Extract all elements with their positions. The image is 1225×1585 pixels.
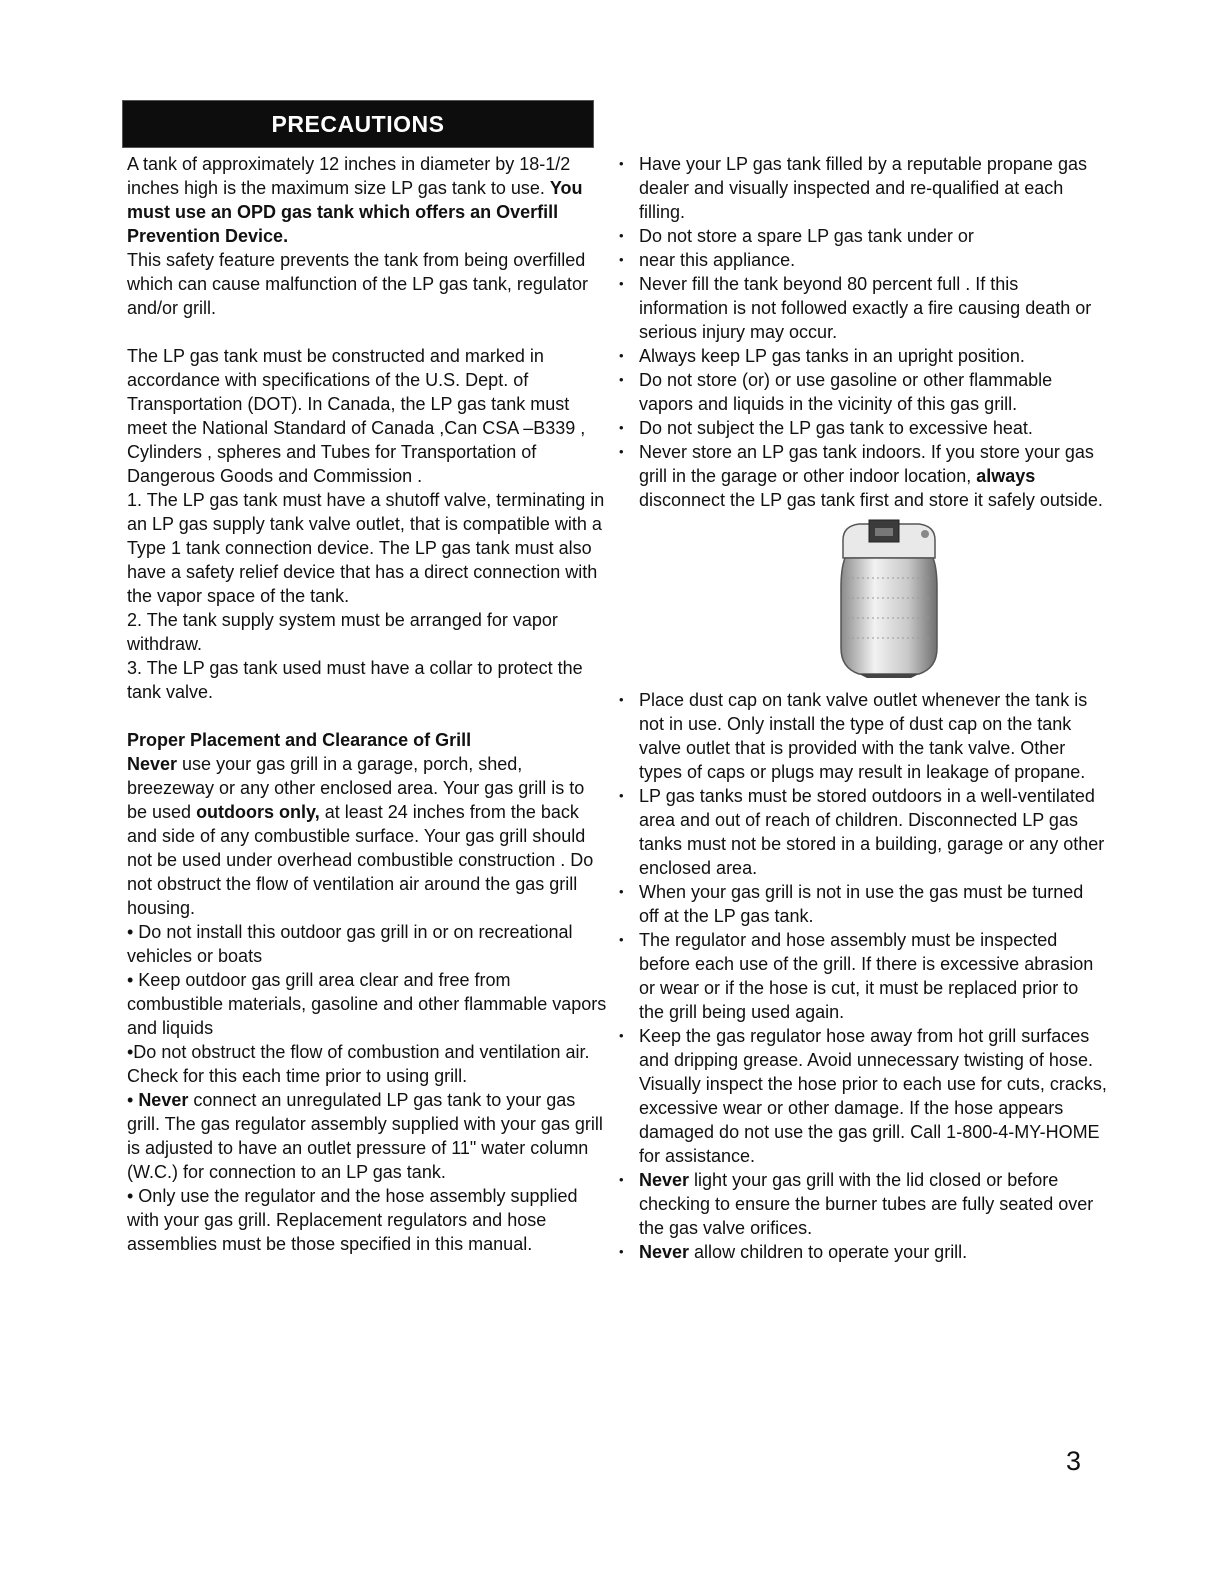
right-column [619, 152, 1107, 1264]
banner-title: PRECAUTIONS [271, 110, 445, 137]
opd-warning: You must use an OPD gas tank which offers an Overfill Prevention Device. [127, 178, 583, 246]
never-label: Never [639, 1170, 690, 1190]
right-bullet-4: • Never fill the tank beyond 80 percent full . If this information is not followed exactly a fire causing death or serious injury may occur. [619, 272, 1107, 344]
intro-text: A tank of approximately 12 inches in diameter by 18-1/2 inches high is the maximum size LP gas tank to use. [127, 154, 571, 198]
left-bullet-4 [127, 1088, 609, 1184]
right-bullet-10: • LP gas tanks must be stored outdoors in a well-ventilated area and out of reach of children. Disconnected LP gas tanks must not be stored in a building, garage or any other enclosed area. [619, 784, 1107, 880]
page-number: 3 [1066, 1446, 1082, 1476]
right-bullet-3: • near this appliance. [619, 248, 1107, 272]
right-bullet-9: • Place dust cap on tank valve outlet whenever the tank is not in use. Only install the type of dust cap on the tank valve outlet that is provided with the tank valve. Other types of caps or plugs may result in leakage of propane. [619, 688, 1107, 784]
bullet-text: connect an unregulated LP gas tank to your gas grill. The gas regulator assembly supplied with your gas grill is adjusted to have an outlet pressure of 11" water column (W.C.) for connection to an LP gas tank. [127, 1090, 603, 1182]
bullet-text: Never store an LP gas tank indoors. If you store your gas grill in the garage or other indoor location, [639, 442, 1094, 486]
left-column [127, 152, 609, 1256]
right-bullet-12: • The regulator and hose assembly must be inspected before each use of the grill. If there is excessive abrasion or wear or if the hose is cut, it must be replaced prior to the grill being used again. [619, 928, 1107, 1024]
propane-tank-image [839, 518, 939, 678]
placement-text-2: at least 24 inches from the back and side of any combustible surface. Your gas grill should not be used under overhead combustible construction . Do not obstruct the flow of ventilation air around the gas grill housing. [127, 802, 594, 918]
heading-text: Proper Placement and Clearance of Grill [127, 730, 472, 750]
intro-paragraph [127, 152, 609, 248]
right-bullet-5: • Always keep LP gas tanks in an upright position. [619, 344, 1107, 368]
right-bullet-7: • Do not subject the LP gas tank to excessive heat. [619, 416, 1107, 440]
section-heading [127, 728, 609, 752]
right-bullets-top [619, 152, 1107, 512]
left-bullet-5: • Only use the regulator and the hose assembly supplied with your gas grill. Replacement regulators and hose assemblies must be those specified in this manual. [127, 1186, 578, 1254]
left-bullet-3: •Do not obstruct the flow of combustion and ventilation air. Check for this each time prior to using grill. [127, 1042, 590, 1086]
right-bullet-15 [619, 1240, 1107, 1264]
dot-paragraph: The LP gas tank must be constructed and marked in accordance with specifications of the U.S. Dept. of Transportation (DOT). In Canada, the LP gas tank must meet the National Standard of Canada ,Can CSA –B339 , Cylinders , spheres and Tubes for Transportation of Dangerous Goods and Commission . [127, 346, 586, 486]
right-bullet-8 [619, 440, 1107, 512]
right-bullet-14 [619, 1168, 1107, 1240]
never-label: Never [639, 1242, 690, 1262]
numbered-item-3: 3. The LP gas tank used must have a collar to protect the tank valve. [127, 658, 583, 702]
left-bullet-2: • Keep outdoor gas grill area clear and free from combustible materials, gasoline and other flammable vapors and liquids [127, 970, 607, 1038]
right-bullet-1: • Have your LP gas tank filled by a reputable propane gas dealer and visually inspected and re-qualified at each filling. [619, 152, 1107, 224]
outdoors-only-label: outdoors only, [196, 802, 320, 822]
never-label: Never [138, 1090, 189, 1110]
numbered-item-1: 1. The LP gas tank must have a shutoff valve, terminating in an LP gas supply tank valve outlet, that is compatible with a Type 1 tank connection device. The LP gas tank must also have a safety relief device that has a direct connection with the vapor space of the tank. [127, 490, 605, 606]
bullet-text: allow children to operate your grill. [689, 1242, 968, 1262]
right-bullet-11: • When your gas grill is not in use the gas must be turned off at the LP gas tank. [619, 880, 1107, 928]
right-bullets-bottom [619, 688, 1107, 1264]
placement-text-1: use your gas grill in a garage, porch, shed, breezeway or any other enclosed area. Your gas grill is to be used [127, 754, 585, 822]
placement-paragraph [127, 752, 609, 920]
never-label: Never [127, 754, 178, 774]
right-bullet-13: • Keep the gas regulator hose away from hot grill surfaces and dripping grease. Avoid unnecessary twisting of hose. Visually inspect the hose prior to each use for cuts, cracks, excessive wear or other damage. If the hose appears damaged do not use the gas grill. Call 1-800-4-MY-HOME for assistance. [619, 1024, 1107, 1168]
numbered-item-2: 2. The tank supply system must be arranged for vapor withdraw. [127, 610, 558, 654]
bullet-text: disconnect the LP gas tank first and store it safely outside. [639, 490, 1103, 510]
right-bullet-2: • Do not store a spare LP gas tank under or [619, 224, 1107, 248]
bullet-text: light your gas grill with the lid closed or before checking to ensure the burner tubes are fully seated over the gas valve orifices. [639, 1170, 1094, 1238]
safety-feature-text: This safety feature prevents the tank from being overfilled which can cause malfunction of the LP gas tank, regulator and/or grill. [127, 250, 588, 318]
bullet-mark: • [127, 1090, 139, 1110]
always-label: always [976, 466, 1036, 486]
left-bullet-1: • Do not install this outdoor gas grill in or on recreational vehicles or boats [127, 922, 573, 966]
right-bullet-6: • Do not store (or) or use gasoline or other flammable vapors and liquids in the vicinity of this gas grill. [619, 368, 1107, 416]
precautions-banner [122, 100, 594, 148]
